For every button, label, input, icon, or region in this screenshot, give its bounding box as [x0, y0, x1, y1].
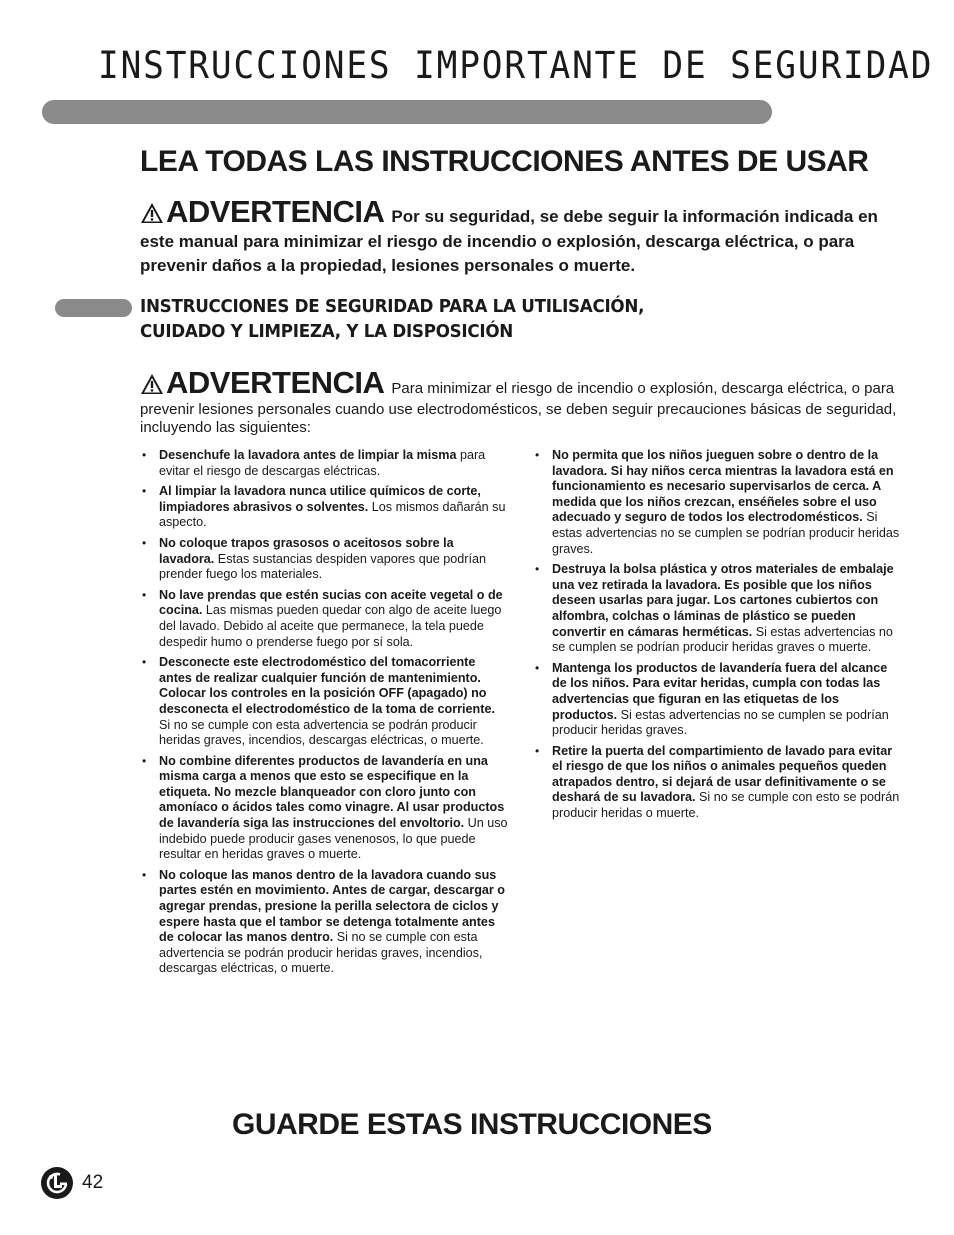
list-item — [140, 868, 508, 977]
list-item-bold-text: Desenchufe la lavadora antes de limpiar la misma — [159, 448, 457, 462]
list-item-text: Si no se cumple con esta advertencia se podrán producir heridas graves, incendios, descargas eléctricas, o muerte. — [159, 930, 483, 976]
section-heading: INSTRUCCIONES DE SEGURIDAD PARA LA UTILISACIÓN, CUIDADO Y LIMPIEZA, Y LA DISPOSICIÓN — [140, 296, 645, 342]
section-marker-bar — [55, 299, 132, 317]
warning-triangle-icon — [140, 373, 164, 395]
list-item-bold-text: Desconecte este electrodoméstico del tomacorriente antes de realizar cualquier función de mantenimiento. Colocar los controles en la posición OFF (apagado) no desconecta el electrodoméstico de la toma de corriente. — [159, 655, 495, 716]
list-item — [140, 448, 508, 479]
list-item — [140, 536, 508, 583]
list-item-bold-text: No coloque trapos grasosos o aceitosos sobre la lavadora. — [159, 535, 454, 566]
list-item-text: Los mismos dañarán su aspecto. — [159, 499, 506, 530]
footer-heading: GUARDE ESTAS INSTRUCCIONES — [232, 1108, 712, 1141]
list-item-text: Si estas advertencias no se cumplen se podrían producir heridas graves. — [552, 707, 889, 738]
safety-list-left — [140, 448, 508, 982]
list-item — [140, 655, 508, 749]
bullet-icon: • — [142, 867, 147, 882]
list-item-bold-text: No permita que los niños jueguen sobre o dentro de la lavadora. Si hay niños cerca mientras la lavadora está en funcionamiento es necesario supervisarlos de cerca. A medida que los niños crezcan, enséñeles sobre el uso adecuado y seguro de todos los electrodomésticos. — [552, 448, 894, 525]
list-item — [533, 448, 901, 557]
page-title: INSTRUCCIONES IMPORTANTE DE SEGURIDAD — [98, 44, 934, 87]
bullet-icon: • — [535, 660, 540, 675]
list-item-text: Si no se cumple con esta advertencia se podrán producir heridas graves, incendios, descargas eléctricas, o muerte. — [159, 717, 484, 748]
warning-triangle-icon — [140, 202, 164, 224]
list-item-bold-text: Mantenga los productos de lavandería fuera del alcance de los niños. Para evitar heridas, cumpla con todas las advertencias que figuran en las etiquetas de los productos. — [552, 660, 888, 722]
list-item-text: Si no se cumple con esto se podrán producir heridas o muerte. — [552, 790, 900, 821]
list-item-text: para evitar el riesgo de descargas eléctricas. — [159, 448, 486, 478]
list-item — [140, 588, 508, 650]
list-item-bold-text: No coloque las manos dentro de la lavadora cuando sus partes estén en movimiento. Antes de cargar, descargar o agregar prendas, presione la perilla selectora de ciclos y espere hasta que el tambor se detenga totalmente antes de colocar las manos dentro. — [159, 867, 505, 945]
warning-label: ADVERTENCIA — [140, 365, 391, 400]
bullet-icon: • — [535, 448, 540, 462]
list-item — [140, 484, 508, 531]
bullet-icon: • — [142, 655, 147, 670]
list-item — [533, 562, 901, 656]
list-item — [533, 744, 901, 822]
list-item-bold-text: Al limpiar la lavadora nunca utilice químicos de corte, limpiadores abrasivos o solventes. — [159, 484, 481, 514]
list-item — [140, 754, 508, 863]
lg-logo-icon — [40, 1166, 74, 1200]
warning-text: Para minimizar el riesgo de incendio o explosión, descarga eléctrica, o para prevenir lesiones personales cuando use electrodomésticos, se deben seguir precauciones básicas de seguridad, incluyendo las siguientes: — [140, 380, 897, 436]
list-item-text: Estas sustancias despiden vapores que podrían prender fuego los materiales. — [159, 551, 486, 582]
bullet-icon: • — [142, 484, 147, 499]
bullet-icon: • — [535, 743, 540, 758]
list-item-bold-text: No combine diferentes productos de lavandería en una misma carga a menos que esto se especifique en la etiqueta. No mezcle blanqueador con cloro junto con amoníaco o ácidos tales como vinagre. Al usar productos de lavandería siga las instrucciones del envoltorio. — [159, 753, 505, 831]
list-item-bold-text: No lave prendas que estén sucias con aceite vegetal o de cocina. — [159, 587, 503, 618]
bullet-icon: • — [142, 587, 147, 602]
list-item-text: Un uso indebido puede producir gases venenosos, lo que puede resultar en heridas graves o muerte. — [159, 816, 508, 862]
bullet-icon: • — [142, 535, 147, 550]
warning-text: Por su seguridad, se debe seguir la información indicada en este manual para minimizar el riesgo de incendio o explosión, descarga eléctrica, o para prevenir daños a la propiedad, lesiones personales o muerte. — [140, 207, 878, 275]
list-item-text: Si estas advertencias no se cumplen se podrían producir heridas graves. — [552, 510, 900, 556]
list-item-text: Las mismas pueden quedar con algo de aceite luego del lavado. Debido al aceite que permanece, la tela puede despedir humo o prenderse fuego por sí sola. — [159, 603, 502, 649]
list-item — [533, 661, 901, 739]
warning-block-1 — [140, 194, 900, 278]
bullet-icon: • — [535, 562, 540, 577]
page-number: 42 — [82, 1172, 104, 1193]
list-item-bold-text: Retire la puerta del compartimiento de lavado para evitar el riesgo de que los niños o animales pequeños queden atrapados dentro, si dejará de usar definitivamente o se deshará de su lavadora. — [552, 743, 893, 805]
warning-label: ADVERTENCIA — [140, 194, 391, 229]
warning-block-2 — [140, 365, 900, 437]
safety-list-right — [533, 448, 901, 827]
bullet-icon: • — [142, 753, 147, 768]
bullet-icon: • — [142, 448, 147, 462]
title-divider-bar — [42, 100, 772, 124]
list-item-bold-text: Destruya la bolsa plástica y otros materiales de embalaje una vez retirada la lavadora. Es posible que los niños deseen usarlas para jugar. Los cartones cubiertos con alfombra, colchas o láminas de plástico se pueden convertir en cámaras herméticas. — [552, 562, 894, 639]
main-heading: LEA TODAS LAS INSTRUCCIONES ANTES DE USAR — [140, 145, 869, 178]
list-item-text: Si estas advertencias no se cumplen se podrían producir heridas graves o muerte. — [552, 624, 893, 655]
